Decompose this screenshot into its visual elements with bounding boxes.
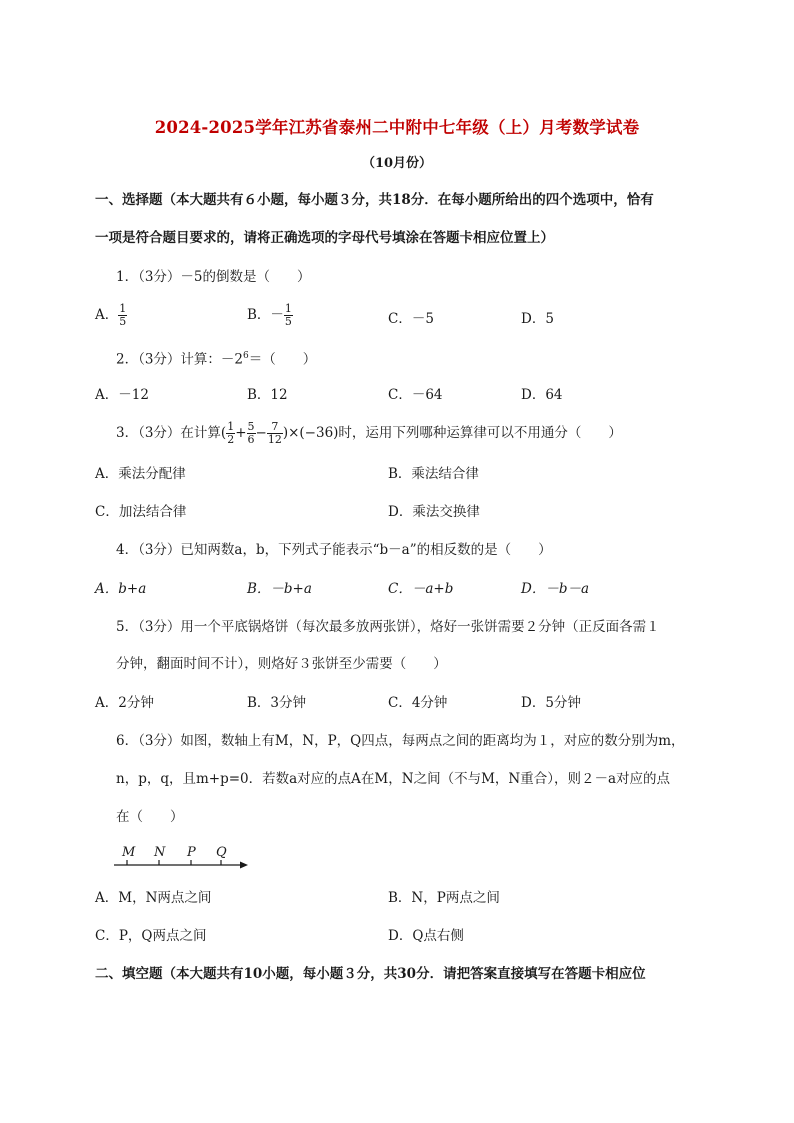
q6-option-c: C．P，Q两点之间	[95, 928, 207, 944]
exam-title: 2024-2025学年江苏省泰州二中附中七年级（上）月考数学试卷	[154, 118, 640, 137]
q2-stem-pre: 2．（3分）计算：－2	[116, 351, 244, 368]
q1-option-d: D．5	[521, 311, 554, 327]
q2-option-d: D．64	[521, 387, 563, 403]
q5-option-d: D．5分钟	[521, 695, 581, 711]
q3-stem	[116, 421, 622, 446]
q6-stem-line2: n，p，q，且m+p=0．若数a对应的点A在M，N之间（不与M，N重合），则２－a对应的点	[116, 771, 671, 787]
q3-fraction-1	[226, 421, 235, 446]
section2-heading-line1: 二、填空题（本大题共有10小题，每小题３分，共30分．请把答案直接填写在答题卡相应位	[95, 966, 646, 982]
q2-option-a: A．－12	[95, 387, 149, 403]
q2-option-b: B．12	[247, 387, 288, 403]
q2-stem	[116, 347, 316, 369]
q1-option-c: C．－5	[388, 311, 434, 327]
q4-option-c: C．－a+b	[388, 581, 454, 597]
section1-heading-line2: 一项是符合题目要求的，请将正确选项的字母代号填涂在答题卡相应位置上）	[95, 230, 554, 246]
q5-option-a: A．2分钟	[95, 695, 154, 711]
q3-plus: +	[235, 425, 247, 441]
q3-f1-numerator: 1	[227, 420, 235, 433]
q3-stem-pre: 3．（3分）在计算(	[116, 425, 227, 441]
q1-option-b-label: B．－	[247, 307, 284, 323]
q3-f1-denominator: 2	[227, 433, 235, 446]
q1-a-denominator: 5	[119, 315, 127, 328]
number-line-arrow-icon	[240, 862, 248, 869]
number-line-label-q: Q	[216, 845, 227, 860]
q4-option-a: A．b+a	[95, 581, 147, 597]
q1-option-a-label: A．	[95, 307, 119, 323]
q2-stem-post: ＝（ ）	[248, 351, 317, 368]
q4-option-d: D．－b－a	[521, 581, 590, 597]
q6-stem-line3: 在（ ）	[116, 809, 184, 825]
q3-f3-numerator: 7	[267, 421, 283, 434]
q5-option-b: B．3分钟	[247, 695, 307, 711]
q2-exponent: 6	[243, 351, 249, 361]
q6-stem-line1: 6．（3分）如图，数轴上有M，N，P，Q四点，每两点之间的距离均为１，对应的数分别为m，	[116, 733, 685, 749]
q1-a-numerator: 1	[119, 302, 127, 315]
q3-option-a: A．乘法分配律	[95, 466, 186, 482]
number-line-figure	[112, 838, 252, 874]
number-line-label-m: M	[122, 845, 136, 860]
q3-f2-numerator: 5	[247, 420, 255, 433]
q4-stem: 4．（3分）已知两数a，b，下列式子能表示“b－a”的相反数的是（ ）	[116, 542, 552, 558]
q3-stem-post: )×(−36)时，运用下列哪种运算律可以不用通分（ ）	[282, 425, 622, 441]
q1-b-numerator: 1	[284, 302, 292, 315]
q3-f2-denominator: 6	[247, 433, 255, 446]
q5-stem-line2: 分钟，翻面时间不计），则烙好３张饼至少需要（ ）	[116, 656, 447, 672]
q2-option-c: C．－64	[388, 387, 443, 403]
q3-minus: −	[255, 425, 267, 441]
q1-option-a	[95, 303, 127, 328]
q6-option-d: D．Q点右侧	[388, 928, 464, 944]
q4-option-b: B．－b+a	[247, 581, 312, 597]
q1-option-b	[247, 303, 293, 328]
q3-option-c: C．加法结合律	[95, 504, 187, 520]
exam-subtitle: （10月份）	[361, 156, 433, 171]
q3-fraction-3	[267, 421, 283, 446]
q3-option-d: D．乘法交换律	[388, 504, 480, 520]
number-line-label-n: N	[154, 845, 166, 860]
q1-b-denominator: 5	[284, 315, 292, 328]
q6-option-a: A．M，N两点之间	[95, 890, 212, 906]
section1-heading-line1: 一、选择题（本大题共有６小题，每小题３分，共18分．在每小题所给出的四个选项中，恰有	[95, 192, 654, 208]
q5-stem-line1: 5．（3分）用一个平底锅烙饼（每次最多放两张饼），烙好一张饼需要２分钟（正反面各需１	[116, 619, 660, 635]
q5-option-c: C．4分钟	[388, 695, 448, 711]
q1-option-a-fraction	[118, 303, 127, 328]
number-line-label-p: P	[187, 845, 196, 860]
q3-f3-denominator: 12	[267, 433, 282, 446]
q3-fraction-2	[247, 421, 256, 446]
q1-stem: 1．（3分）－5的倒数是（ ）	[116, 269, 311, 285]
q1-option-b-fraction	[284, 303, 293, 328]
q6-option-b: B．N，P两点之间	[388, 890, 500, 906]
q3-option-b: B．乘法结合律	[388, 466, 479, 482]
